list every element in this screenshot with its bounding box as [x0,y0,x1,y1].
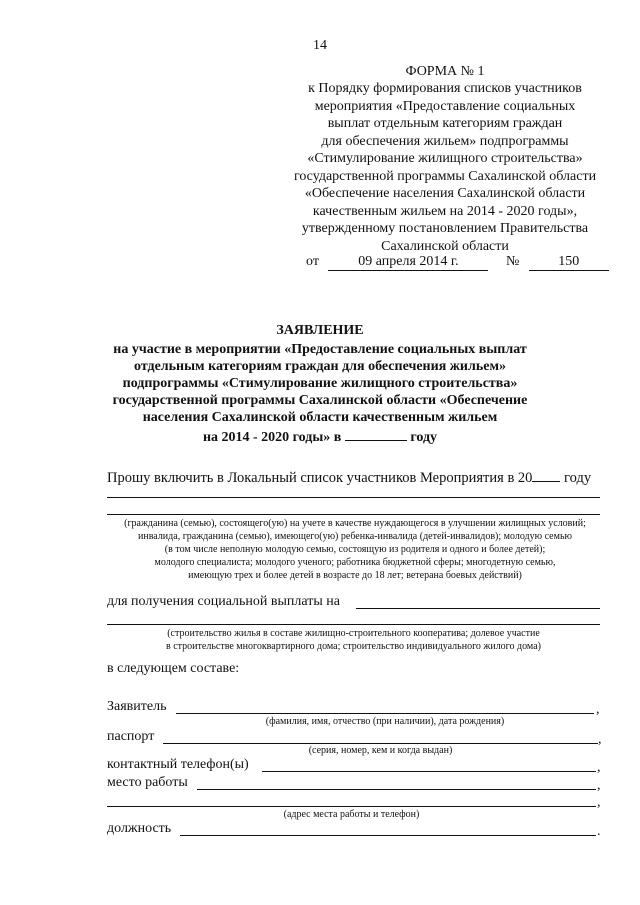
position-label: должность [107,821,172,836]
applicant-label: Заявитель [107,699,167,714]
applicant-fill-line [176,713,594,714]
purpose-note [107,627,600,653]
work-label: место работы [107,775,188,790]
form-header-block [280,63,610,81]
position-period: . [597,824,601,839]
purpose-fill-line [107,624,600,625]
form-title: ФОРМА № 1 [405,64,485,79]
subtitle-line: отдельным категориям граждан для обеспечения жильем» [134,359,506,374]
subtitle-year-suffix: году [410,430,438,445]
subtitle-year-prefix: на 2014 - 2020 годы» в [202,430,342,445]
purpose-fill-line [356,608,600,609]
work-comma: , [597,778,601,793]
passport-label: паспорт [107,729,155,744]
work-note: (адрес места работы и телефон) [283,809,420,820]
subtitle-line: подпрограммы «Стимулирование жилищного строительства» [122,376,518,391]
composition-label: в следующем составе: [107,661,240,676]
resolution-date: 09 апреля 2014 г. [328,254,488,271]
phone-comma: , [597,760,601,775]
note-line: в строительстве многоквартирного дома; строительство индивидуального жилого дома) [166,641,541,652]
header-line: Сахалинской области [381,238,509,254]
header-line: выплат отдельным категориям граждан [327,116,563,131]
resolution-date-line [306,254,609,271]
page-number: 14 [313,38,327,53]
note-line: (в том числе неполную молодую семью, состоящую из родителя и одного и более детей); [164,544,546,555]
document-heading: ЗАЯВЛЕНИЕ [276,323,364,338]
purpose-label: для получения социальной выплаты на [107,594,340,609]
phone-label: контактный телефон(ы) [107,757,249,772]
note-line: инвалида, гражданина (семью), имеющего(ую) ребенка-инвалида (детей-инвалидов); молодую семью [138,531,572,542]
request-text: Прошу включить в Локальный список участников Мероприятия в 20 [107,470,533,486]
request-fill-line [107,514,600,515]
work-comma: , [597,795,601,810]
note-line: молодого специалиста; молодого ученого; работника бюджетной сферы; многодетную семью, [154,557,556,568]
phone-fill-line [262,771,596,772]
header-line: «Стимулирование жилищного строительства» [307,151,583,166]
header-line: государственной программы Сахалинской области [293,168,597,184]
number-prefix: № [505,254,520,269]
request-year-suffix: году [564,470,592,486]
request-fill-line [107,497,600,498]
applicant-comma: , [596,702,600,717]
header-line: мероприятия «Предоставление социальных [314,98,576,114]
request-line [107,467,591,487]
resolution-number: 150 [529,254,609,271]
document-subtitle [60,341,580,446]
date-prefix: от [306,254,319,269]
subtitle-line: государственной программы Сахалинской области «Обеспечение [112,393,528,408]
header-line: для обеспечения жильем» подпрограммы [321,133,569,149]
header-line: к Порядку формирования списков участников [308,81,582,96]
note-line: (строительство жилья в составе жилищно-строительного кооператива; долевое участие [167,628,540,639]
work-fill-line [107,806,596,807]
year-blank [345,426,407,441]
request-note [100,517,610,582]
header-line: качественным жильем на 2014 - 2020 годы», [312,203,578,219]
subtitle-last-line [60,426,580,446]
note-line: имеющую трех и более детей в возрасте до 18 лет; ветерана боевых действий) [188,570,522,581]
header-line: «Обеспечение населения Сахалинской области [304,186,586,201]
header-line: утвержденному постановлением Правительства [301,221,589,236]
work-fill-line [197,789,596,790]
request-year-blank [532,467,560,482]
subtitle-line: на участие в мероприятии «Предоставление социальных выплат [113,342,527,357]
position-fill-line [180,835,596,836]
passport-comma: , [598,732,602,747]
passport-note: (серия, номер, кем и когда выдан) [308,745,453,756]
subtitle-line: населения Сахалинской области качественным жильем [142,410,498,425]
form-header-lines [280,80,610,255]
note-line: (гражданина (семью), состоящего(ую) на учете в качестве нуждающегося в улучшении жилищных условий; [124,518,586,529]
applicant-note: (фамилия, имя, отчество (при наличии), дата рождения) [265,716,505,727]
